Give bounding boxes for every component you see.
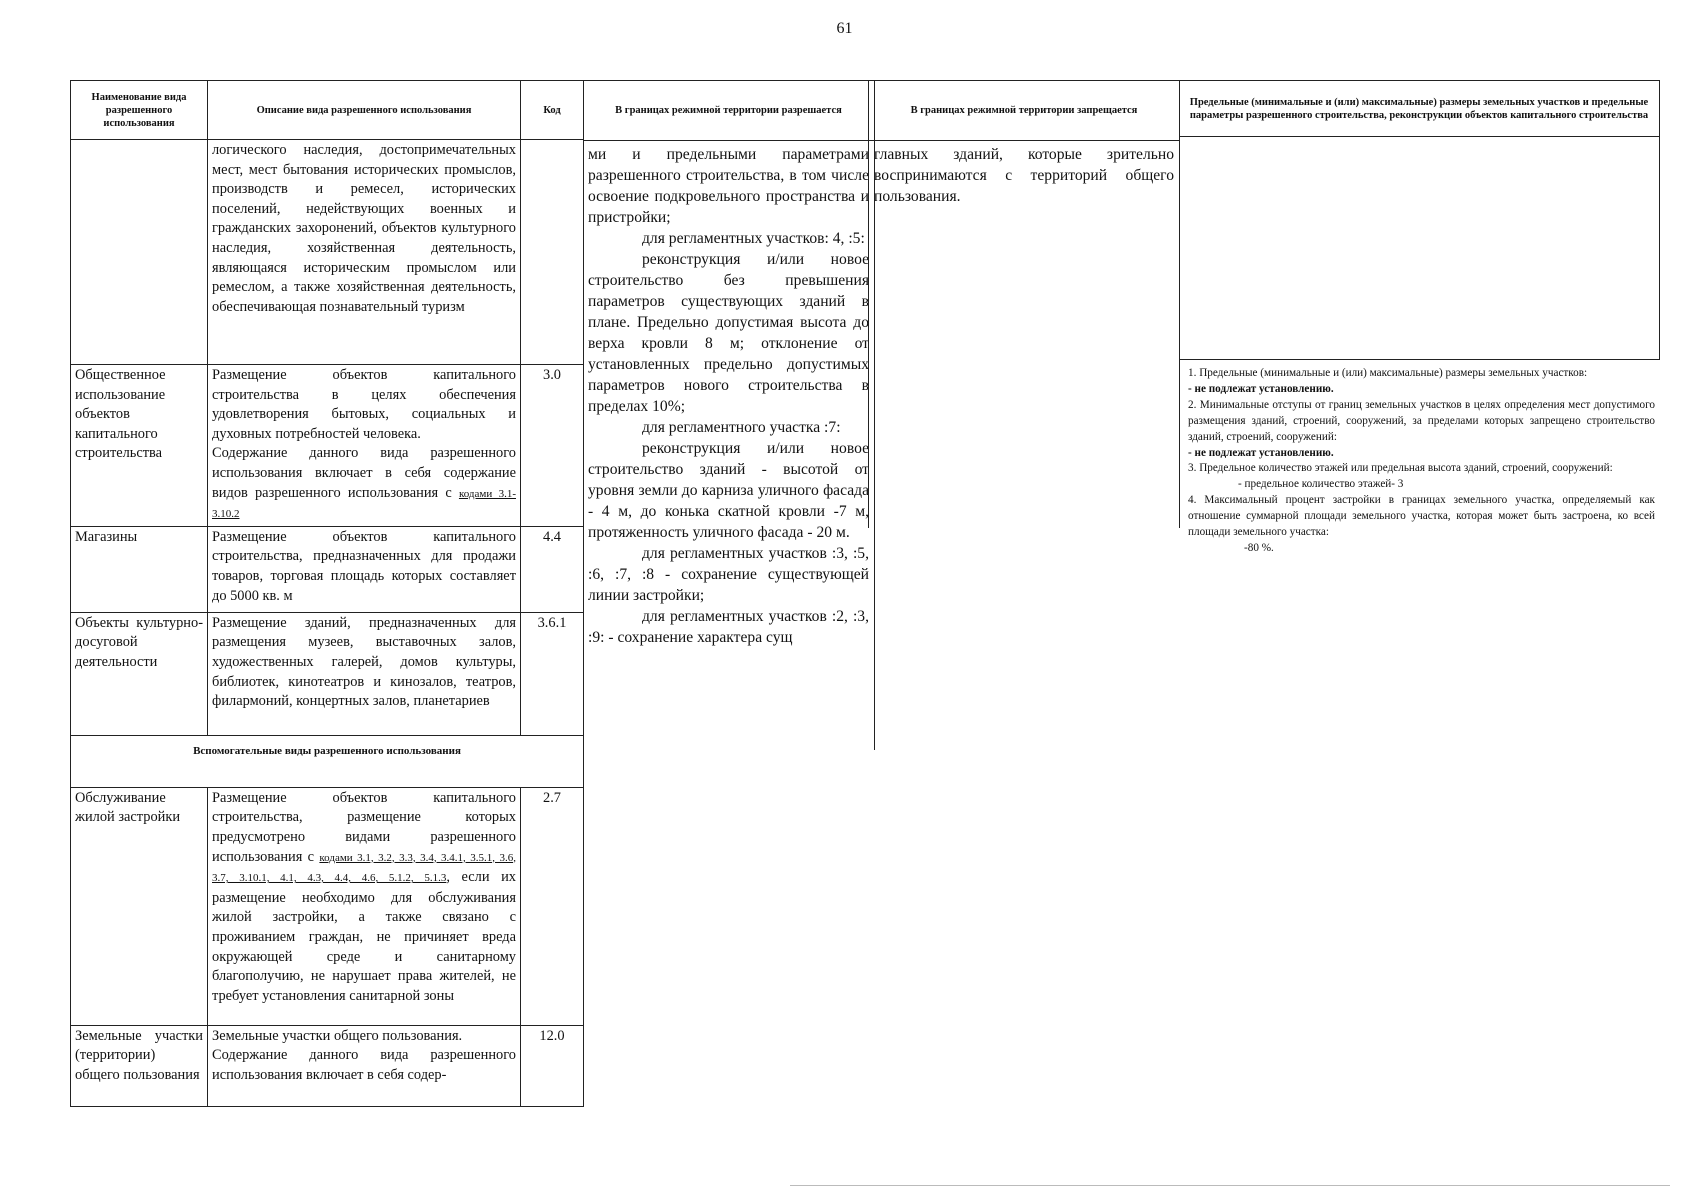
row-name: Земельные участки (территории) общего пользования (71, 1025, 208, 1106)
note-1: 1. Предельные (минимальные и (или) максимальные) размеры земельных участков: (1188, 367, 1588, 379)
row-code: 3.6.1 (521, 612, 584, 735)
codes-link[interactable]: кодами 3.1-3.10.2 (212, 487, 516, 521)
limits-notes (1188, 366, 1655, 557)
row-description-text: Земельные участки общего пользования. (212, 1027, 463, 1044)
note-2-value: - не подлежат установлению. (1188, 446, 1334, 459)
allowed-text (583, 141, 874, 651)
row-description: Размещение зданий, предназначенных для размещения музеев, выставочных залов, художественных галерей, домов культуры, библиотек, кинотеатров и кинозалов, театров, филармоний, концертных залов, планетариев (208, 612, 521, 735)
land-use-table (70, 80, 584, 1107)
row-code: 3.0 (521, 365, 584, 527)
row-description (208, 787, 521, 1025)
row-code (521, 140, 584, 365)
forbidden-column (868, 80, 1180, 528)
note-4-value: -80 %. (1244, 541, 1274, 554)
section-title-row (71, 735, 584, 787)
page-number: 61 (836, 20, 853, 37)
table-row (71, 612, 584, 735)
limits-header: Предельные (минимальные и (или) максимальные) размеры земельных участков и предельные параметры разрешенного строительства, реконструкции объектов капитального строительства (1179, 81, 1659, 137)
allowed-paragraph: ми и предельными параметрами разрешенного строительства, в том числе освоение подкровельного пространства и пристройки; (588, 146, 869, 226)
table-row (71, 140, 584, 365)
header-description: Описание вида разрешенного использования (208, 81, 521, 140)
row-name (71, 140, 208, 365)
allowed-header: В границах режимной территории разрешается (583, 81, 874, 141)
forbidden-text (869, 141, 1179, 210)
header-name: Наименование вида разрешенного использования (71, 81, 208, 140)
row-description-text: Размещение объектов капитального строительства, размещение которых предусмотрено видами разрешенного использования с (212, 789, 516, 865)
row-name: Объекты культурно-досуговой деятельности (71, 612, 208, 735)
allowed-paragraph: для регламентных участков: 4, :5: (642, 230, 865, 247)
table-row (71, 1025, 584, 1106)
row-name: Общественное использование объектов капитального строительства (71, 365, 208, 527)
row-code: 4.4 (521, 526, 584, 612)
header-code: Код (521, 81, 584, 140)
row-description (208, 1025, 521, 1106)
allowed-paragraph: для регламентного участка :7: (642, 419, 841, 436)
row-code: 12.0 (521, 1025, 584, 1106)
auxiliary-section-title: Вспомогательные виды разрешенного использования (71, 735, 584, 787)
row-description-text-2: , если их размещение необходимо для обслуживания жилой застройки, а также связано с проживанием граждан, не причиняет вреда окружающей среде и санитарному благополучию, не нарушает права жителей, не требует установления санитарной зоны (212, 869, 516, 1004)
limits-column (1179, 80, 1660, 360)
allowed-paragraph: реконструкция и/или новое строительство без превышения параметров существующих зданий в плане. Предельно допустимая высота до верха кровли 8 м; отклонение от установленных предельно допустимых параметров нового строительства в пределах 10%; (588, 251, 869, 415)
forbidden-paragraph: главных зданий, которые зрительно воспринимаются с территорий общего пользования. (874, 146, 1174, 205)
note-2: 2. Минимальные отступы от границ земельных участков в целях определения мест допустимого размещения зданий, строений, сооружений, за пределами которых запрещено строительство зданий, строений, сооружений: (1188, 398, 1655, 443)
allowed-paragraph: для регламентных участков :3, :5, :6, :7, :8 - сохранение существующей линии застройки; (588, 545, 869, 604)
row-description (208, 365, 521, 527)
bottom-rule (790, 1185, 1670, 1186)
row-name: Обслуживание жилой застройки (71, 787, 208, 1025)
note-1-value: - не подлежат установлению. (1188, 382, 1334, 395)
table-row (71, 526, 584, 612)
row-description: логического наследия, достопримечательных мест, мест бытования исторических промыслов, производств и ремесел, исторических поселений, недействующих военных и гражданских захоронений, объектов культурного наследия, хозяйственная деятельность, являющаяся историческим промыслом или ремеслом, а также хозяйственная деятельность, обеспечивающая познавательный туризм (208, 140, 521, 365)
row-name: Магазины (71, 526, 208, 612)
table-row (71, 365, 584, 527)
allowed-column (583, 80, 875, 750)
table-header-row (71, 81, 584, 140)
allowed-paragraph: для регламентных участков :2, :3, :9: - сохранение характера сущ (588, 608, 869, 646)
row-description-text: Размещение объектов капитального строительства в целях обеспечения удовлетворения бытовых, социальных и духовных потребностей человека. (212, 367, 516, 442)
row-description: Размещение объектов капитального строительства, предназначенных для продажи товаров, торговая площадь которых составляет до 5000 кв. м (208, 526, 521, 612)
note-3-value: - предельное количество этажей- 3 (1238, 478, 1404, 491)
row-description-text-2: Содержание данного вида разрешенного использования включает в себя содержание видов разрешенного использования с (212, 445, 516, 501)
allowed-paragraph: реконструкция и/или новое строительство зданий - высотой от уровня земли до карниза уличного фасада - 4 м, до конька скатной кровли -7 м, протяженность уличного фасада - 20 м. (588, 440, 869, 541)
codes-link[interactable]: кодами 3.1, 3.2, 3.3, 3.4, 3.4.1, 3.5.1, 3.6, 3.7, 3.10.1, 4.1, 4.3, 4.4, 4.6, 5.1.2, 5.1.3 (212, 851, 516, 885)
table-row (71, 787, 584, 1025)
note-4: 4. Максимальный процент застройки в границах земельного участка, определяемый как отношение суммарной площади земельного участка, которая может быть застроена, ко всей площади земельного участка: (1188, 494, 1655, 539)
row-code: 2.7 (521, 787, 584, 1025)
row-description-text-2: Содержание данного вида разрешенного использования включает в себя содер- (212, 1047, 516, 1083)
note-3: 3. Предельное количество этажей или предельная высота зданий, строений, сооружений: (1188, 462, 1613, 475)
forbidden-header: В границах режимной территории запрещается (869, 81, 1179, 141)
